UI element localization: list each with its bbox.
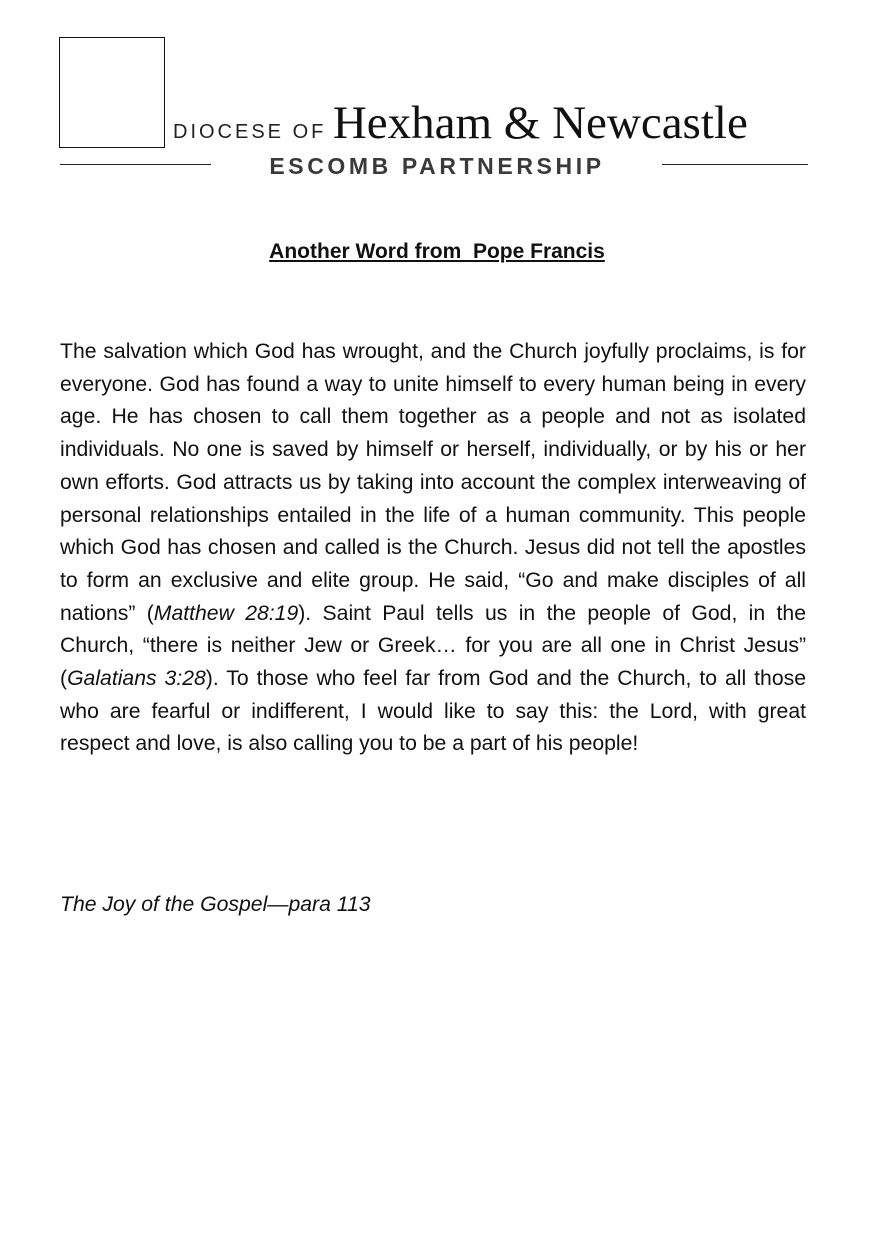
logo-placeholder [59, 37, 165, 148]
partnership-name: ESCOMB PARTNERSHIP [269, 153, 605, 179]
diocese-name: Hexham & Newcastle [332, 97, 748, 149]
body-text-part-2: ). Saint Paul tells us in the people of God, in the Church, “there is neither Jew or Greek… for you are all one in Christ Jesus” ( [60, 601, 806, 691]
diocese-heading [173, 96, 748, 150]
body-text-part-3: ). To those who feel far from God and the Church, to all those who are fearful or indifferent, I would like to say this: the Lord, with great respect and love, is also calling you to be a part of his people! [60, 667, 806, 756]
body-text-part-1: The salvation which God has wrought, and the Church joyfully proclaims, is for everyone. God has found a way to unite himself to every human being in every age. He has chosen to call them together as a people and not as isolated individuals. No one is saved by himself or herself, individually, or by his or her own efforts. God attracts us by taking into account the complex interweaving of personal relationships entailed in the life of a human community. This people which God has chosen and called is the Church. Jesus did not tell the apostles to form an exclusive and elite group. He said, “Go and make disciples of all nations” ( [60, 340, 806, 625]
diocese-prefix: DIOCESE OF [173, 121, 327, 143]
header-rule-right [662, 164, 808, 165]
body-paragraph [60, 336, 806, 761]
source-citation: The Joy of the Gospel—para 113 [60, 893, 371, 916]
page-title: Another Word from Pope Francis [269, 240, 605, 263]
scripture-reference-galatians: Galatians 3:28 [67, 667, 206, 691]
scripture-reference-matthew: Matthew 28:19 [153, 601, 299, 625]
